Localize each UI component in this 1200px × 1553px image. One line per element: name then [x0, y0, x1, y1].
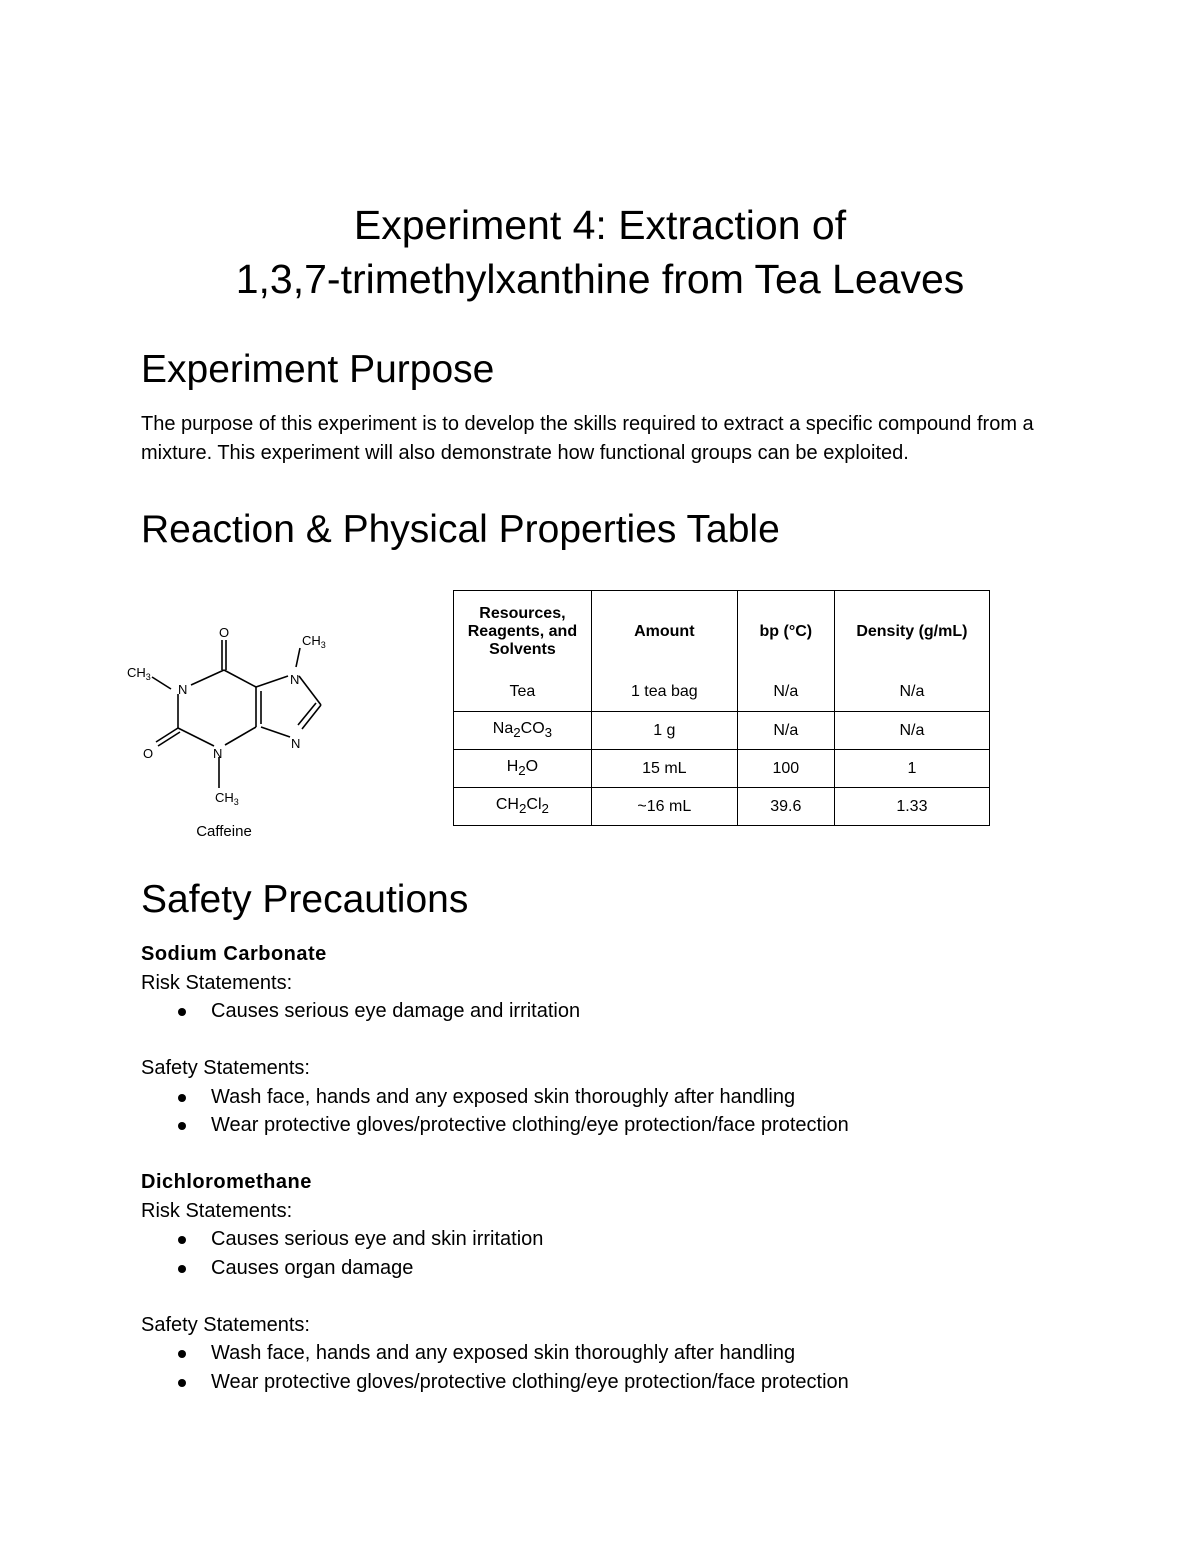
document-title [0, 198, 1200, 306]
risk-list [141, 997, 1121, 1026]
safety-heading: Safety Precautions [141, 878, 469, 921]
row-amount: 15 mL [591, 750, 737, 788]
risk-label: Risk Statements: [141, 1199, 293, 1222]
purpose-heading: Experiment Purpose [141, 348, 495, 391]
risk-list [141, 1225, 1121, 1282]
atom-nitrogen-3: N [213, 746, 223, 761]
header-density: Density (g/mL) [834, 591, 989, 674]
row-bp: 39.6 [737, 788, 834, 826]
row-density: 1 [834, 750, 989, 788]
table-row [454, 788, 990, 826]
row-reagent: $H_2O$ [454, 750, 592, 788]
row-density: N/a [834, 712, 989, 750]
row-density: 1.33 [834, 788, 989, 826]
row-amount: 1 g [591, 712, 737, 750]
table-row [454, 750, 990, 788]
atom-oxygen-left: O [143, 746, 154, 761]
list-item: Wear protective gloves/protective clothing/eye protection/face protection [141, 1111, 1121, 1140]
row-amount: ~16 mL [591, 788, 737, 826]
row-bp: 100 [737, 750, 834, 788]
chemical-name: Dichloromethane [141, 1171, 312, 1193]
table-header-row [454, 591, 990, 674]
row-reagent: $Na_2CO_3$ [454, 712, 592, 750]
safety-list [141, 1083, 1121, 1140]
row-bp: N/a [737, 673, 834, 712]
title-line-1: Experiment 4: Extraction of [353, 202, 847, 248]
list-item: Causes serious eye and skin irritation [141, 1225, 1121, 1254]
row-density: N/a [834, 673, 989, 712]
row-bp: N/a [737, 712, 834, 750]
header-resources: Resources, Reagents, and Solvents [454, 591, 592, 674]
safety-label: Safety Statements: [141, 1313, 310, 1336]
list-item: Wash face, hands and any exposed skin thoroughly after handling [141, 1083, 1121, 1112]
row-reagent: Tea [454, 673, 592, 712]
list-item: Causes serious eye damage and irritation [141, 997, 1121, 1026]
caffeine-structure [116, 612, 348, 844]
atom-oxygen-top: O [219, 625, 230, 640]
list-item: Wash face, hands and any exposed skin thoroughly after handling [141, 1339, 1121, 1368]
methyl-bottom: $CH_3$ [215, 790, 239, 807]
list-item: Causes organ damage [141, 1254, 1121, 1283]
header-amount: Amount [591, 591, 737, 674]
list-item: Wear protective gloves/protective clothing/eye protection/face protection [141, 1368, 1121, 1397]
table-row [454, 673, 990, 712]
methyl-left: $CH_3$ [127, 665, 151, 682]
table-row [454, 712, 990, 750]
molecule-name: Caffeine [196, 823, 252, 840]
atom-nitrogen-9: N [291, 736, 301, 751]
safety-section [141, 940, 1121, 1396]
properties-heading: Reaction & Physical Properties Table [141, 508, 780, 551]
methyl-top-right: $CH_3$ [302, 633, 326, 650]
purpose-text: The purpose of this experiment is to develop the skills required to extract a specific compound from a mixture. This experiment will also demonstrate how functional groups can be exploited. [141, 413, 1034, 464]
header-bp: bp (°C) [737, 591, 834, 674]
properties-table [453, 590, 990, 826]
row-amount: 1 tea bag [591, 673, 737, 712]
atom-nitrogen-7: N [290, 672, 300, 687]
chemical-name: Sodium Carbonate [141, 943, 327, 965]
title-line-2: 1,3,7-trimethylxanthine from Tea Leaves [235, 256, 965, 302]
safety-label: Safety Statements: [141, 1057, 310, 1079]
risk-label: Risk Statements: [141, 971, 293, 994]
safety-list [141, 1339, 1121, 1396]
atom-nitrogen-1: N [178, 682, 188, 697]
row-reagent: $CH_2Cl_2$ [454, 788, 592, 826]
